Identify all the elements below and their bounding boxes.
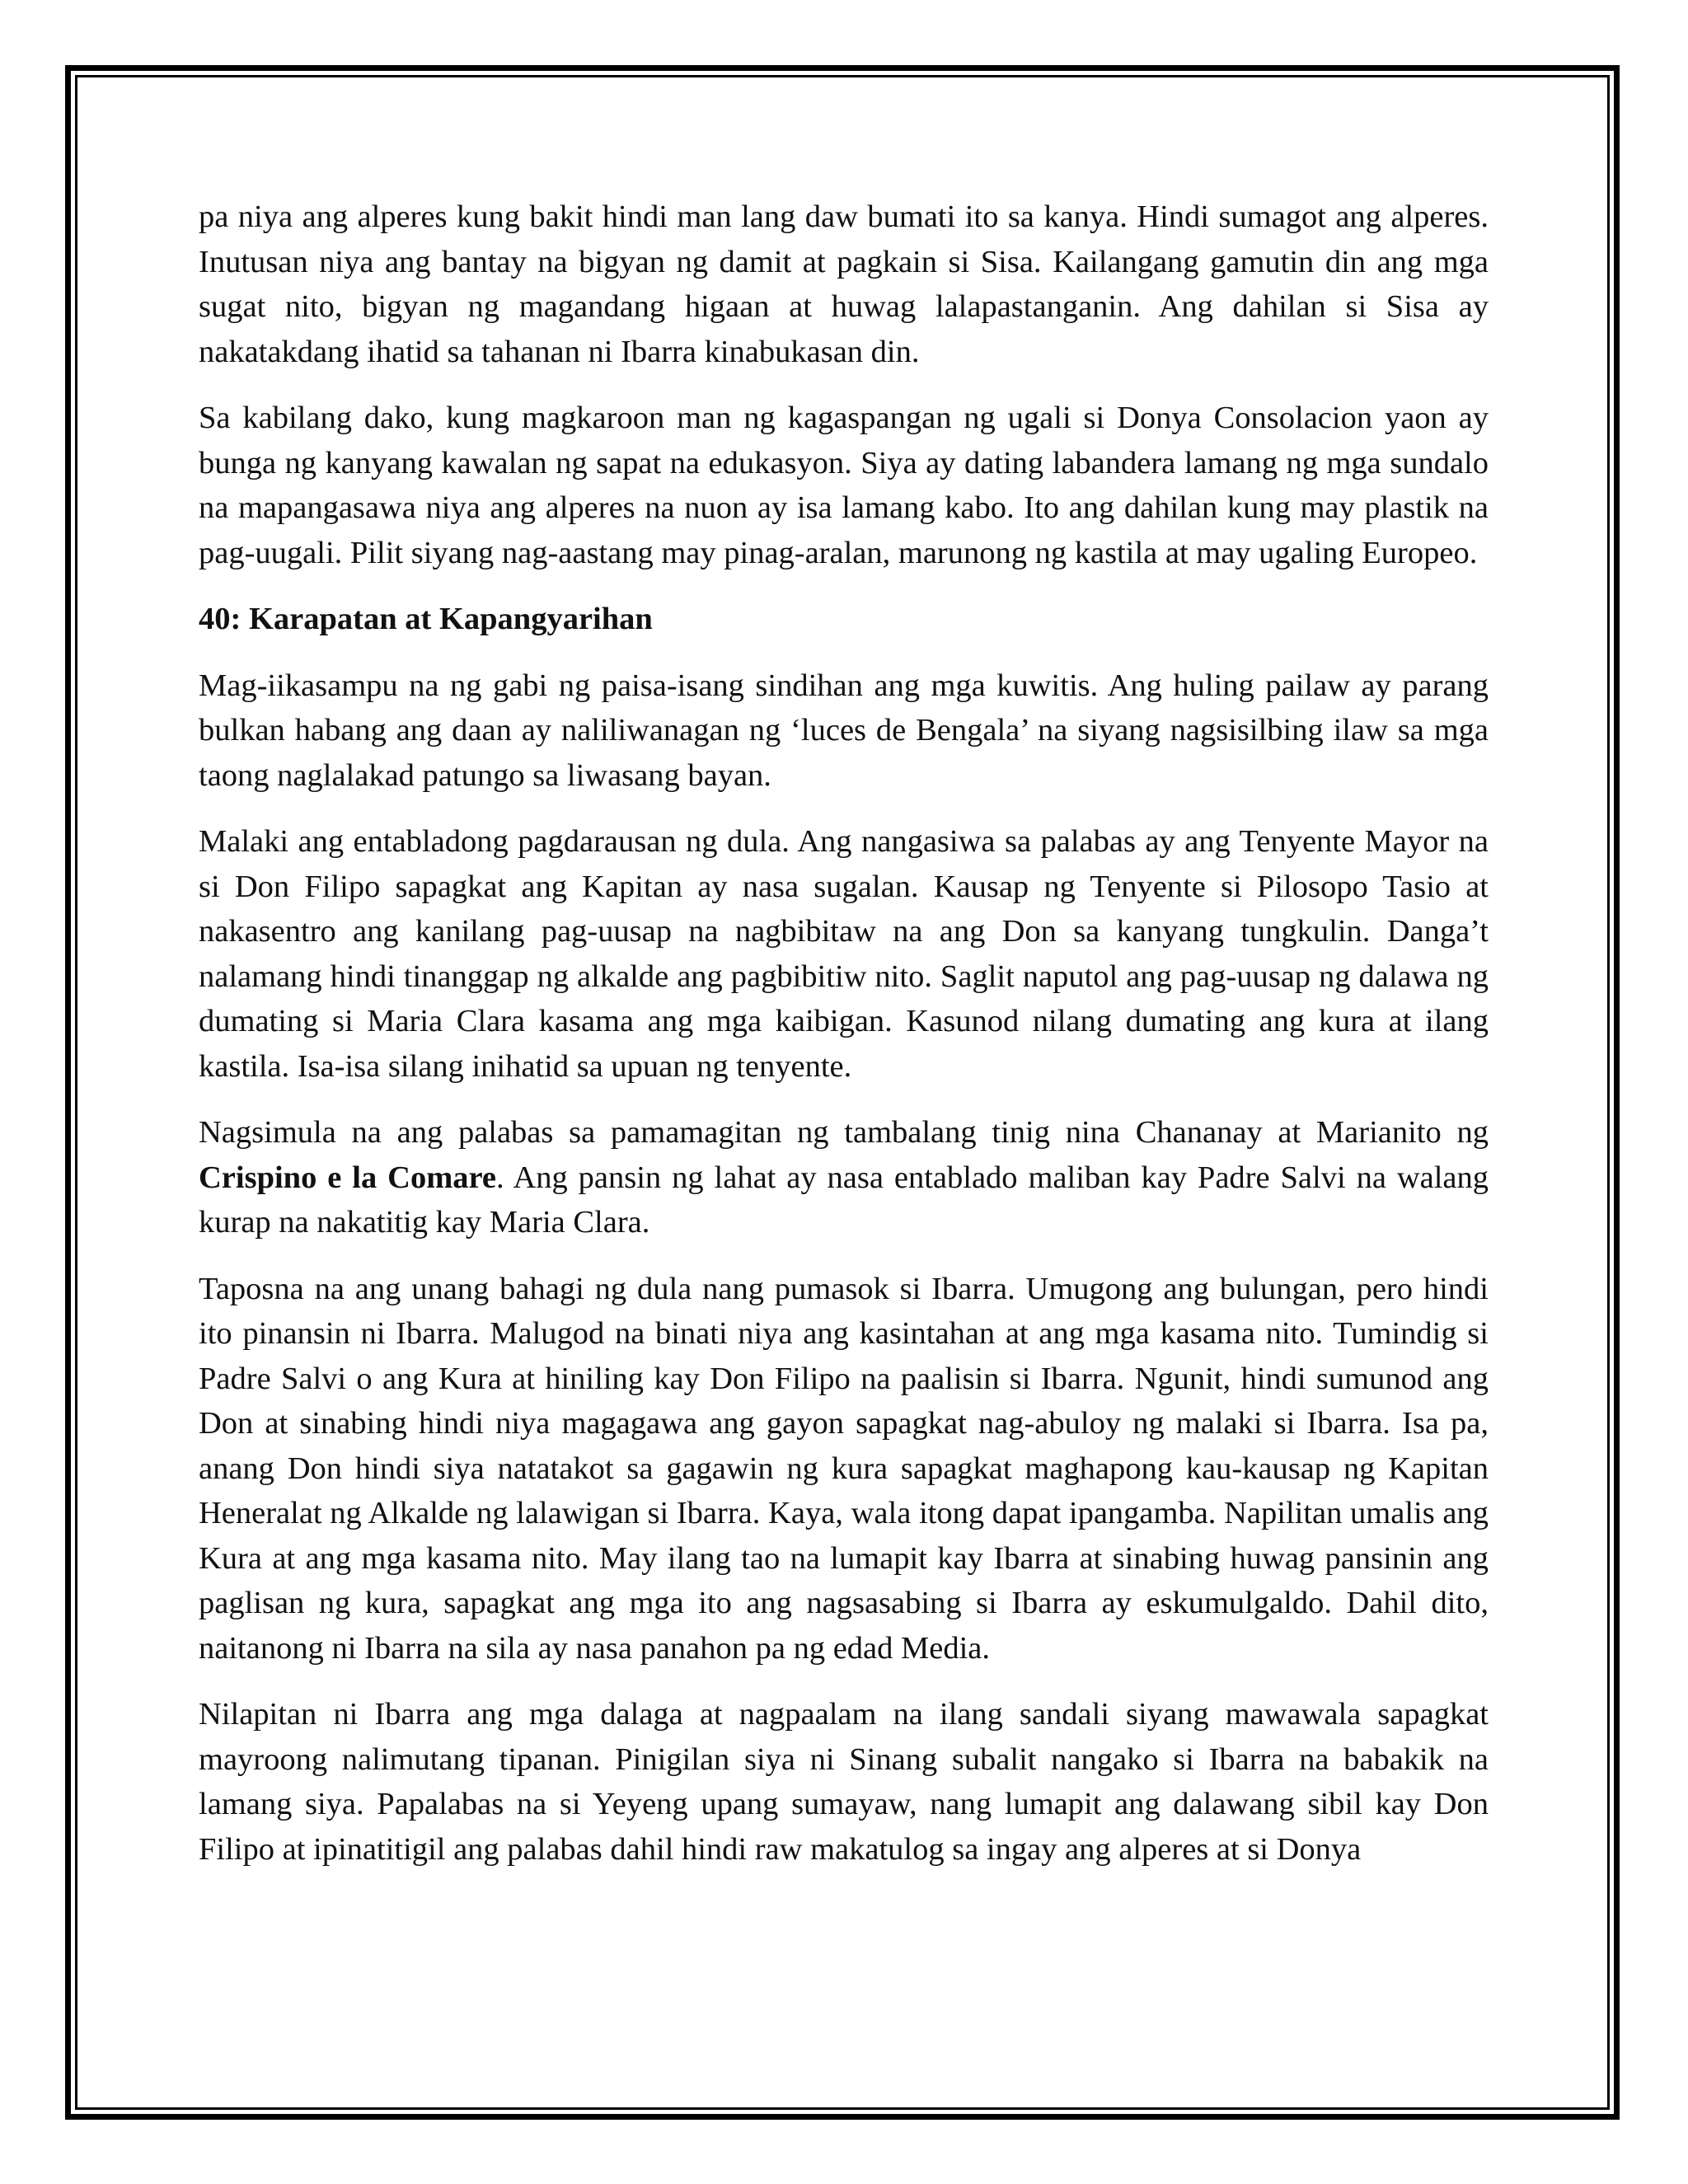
paragraph: Mag-iikasampu na ng gabi ng paisa-isang sindihan ang mga kuwitis. Ang huling pailaw ay parang bulkan habang ang daan ay naliliwanagan ng ‘luces de Bengala’ na siyang nagsisilbing ilaw sa mga taong naglalakad patungo sa liwasang bayan. (199, 668, 1489, 793)
paragraph: pa niya ang alperes kung bakit hindi man lang daw bumati ito sa kanya. Hindi sumagot ang alperes. Inutusan niya ang bantay na bigyan ng damit at pagkain si Sisa. Kailangang gamutin din ang mga sugat nito, bigyan ng magandang higaan at huwag lalapastanganin. Ang dahilan si Sisa ay nakatakdang ihatid sa tahanan ni Ibarra kinabukasan din. (199, 199, 1489, 369)
paragraph: Taposna na ang unang bahagi ng dula nang pumasok si Ibarra. Umugong ang bulungan, pero hindi ito pinansin ni Ibarra. Malugod na binati niya ang kasintahan at ang mga kasama nito. Tumindig si Padre Salvi o ang Kura at hiniling kay Don Filipo na paalisin si Ibarra. Ngunit, hindi sumunod ang Don at sinabing hindi niya magagawa ang gayon sapagkat nag-abuloy ng malaki si Ibarra. Isa pa, anang Don hindi siya natatakot sa gagawin ng kura sapagkat maghapong kau-kausap ng Kapitan Heneralat ng Alkalde ng lalawigan si Ibarra. Kaya, wala itong dapat ipangamba. Napilitan umalis ang Kura at ang mga kasama nito. May ilang tao na lumapit kay Ibarra at sinabing huwag pansinin ang paglisan ng kura, sapagkat ang mga ito ang nagsasabing si Ibarra ay eskumulgaldo. Dahil dito, naitanong ni Ibarra na sila ay nasa panahon pa ng edad Media. (199, 1271, 1489, 1666)
paragraph-text: Nagsimula na ang palabas sa pamamagitan ng tambalang tinig nina Chananay at Marianito ng (199, 1115, 1489, 1150)
section-heading: 40: Karapatan at Kapangyarihan (199, 602, 653, 636)
paragraph: Nilapitan ni Ibarra ang mga dalaga at nagpaalam na ilang sandali siyang mawawala sapagkat mayroong nalimutang tipanan. Pinigilan siya ni Sinang subalit nangako si Ibarra na babakik na lamang siya. Papalabas na si Yeyeng upang sumayaw, nang lumapit ang dalawang sibil kay Don Filipo at ipinatitigil ang palabas dahil hindi raw makatulog sa ingay ang alperes at si Donya (199, 1697, 1489, 1867)
document-body (199, 194, 1489, 1893)
paragraph: Malaki ang entabladong pagdarausan ng dula. Ang nangasiwa sa palabas ay ang Tenyente Mayor na si Don Filipo sapagkat ang Kapitan ay nasa sugalan. Kausap ng Tenyente si Pilosopo Tasio at nakasentro ang kanilang pag-uusap na nagbibitaw na ang Don sa kanyang tungkulin. Danga’t nalamang hindi tinanggap ng alkalde ang pagbibitiw nito. Saglit naputol ang pag-uusap ng dalawa ng dumating si Maria Clara kasama ang mga kaibigan. Kasunod nilang dumating ang kura at ilang kastila. Isa-isa silang inihatid sa upuan ng tenyente. (199, 824, 1489, 1084)
paragraph-text: . Ang pansin ng lahat ay nasa entablado maliban kay Padre Salvi na walang kurap na nakatitig kay Maria Clara. (199, 1160, 1489, 1240)
paragraph (199, 1110, 1489, 1245)
paragraph: Sa kabilang dako, kung magkaroon man ng kagaspangan ng ugali si Donya Consolacion yaon ay bunga ng kanyang kawalan ng sapat na edukasyon. Siya ay dating labandera lamang ng mga sundalo na mapangasawa niya ang alperes na nuon ay isa lamang kabo. Ito ang dahilan kung may plastik na pag-uugali. Pilit siyang nag-aastang may pinag-aralan, marunong ng kastila at may ugaling Europeo. (199, 401, 1489, 570)
play-title: Crispino e la Comare (199, 1160, 497, 1195)
